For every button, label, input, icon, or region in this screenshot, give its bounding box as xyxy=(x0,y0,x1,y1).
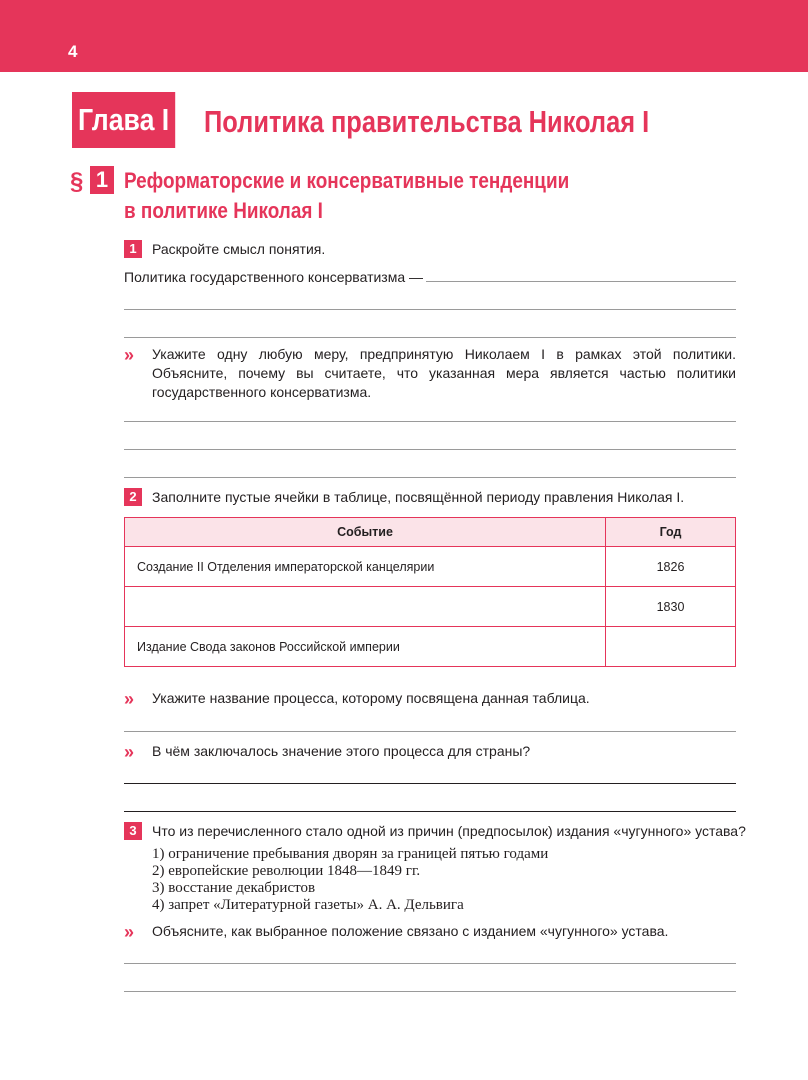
chapter-label: Глава I xyxy=(72,92,175,148)
task-2-followup-1: Укажите название процесса, которому посвящена данная таблица. xyxy=(152,690,590,706)
task-2-prompt: Заполните пустые ячейки в таблице, посвящённой периоду правления Николая I. xyxy=(152,489,685,505)
answer-line[interactable] xyxy=(124,811,736,812)
table-cell-event: Издание Свода законов Российской империи xyxy=(125,627,606,667)
answer-line[interactable] xyxy=(124,309,736,310)
task-1-term: Политика государственного консерватизма — xyxy=(124,269,424,285)
events-table xyxy=(124,517,736,667)
arrow-icon: » xyxy=(124,742,135,762)
task-1-number: 1 xyxy=(124,240,142,258)
table-cell-event: Создание II Отделения императорской канцелярии xyxy=(125,547,606,587)
task-1-prompt: Раскройте смысл понятия. xyxy=(152,241,326,257)
task-2-number: 2 xyxy=(124,488,142,506)
paragraph-sign: § xyxy=(70,168,84,195)
chapter-title: Политика правительства Николая I xyxy=(204,104,650,139)
table-row xyxy=(125,587,736,627)
table-cell-event-empty[interactable] xyxy=(125,587,606,627)
table-row xyxy=(125,547,736,587)
paragraph-title-line1: Реформаторские и консервативные тенденции xyxy=(124,168,570,193)
answer-line[interactable] xyxy=(124,783,736,784)
answer-line[interactable] xyxy=(124,337,736,338)
answer-line[interactable] xyxy=(124,477,736,478)
paragraph-title-line2: в политике Николая I xyxy=(124,198,323,223)
answer-line[interactable] xyxy=(124,991,736,992)
task-3-prompt: Что из перечисленного стало одной из причин (предпосылок) издания «чугунного» устава? xyxy=(152,823,746,839)
answer-line-term[interactable] xyxy=(426,281,736,282)
arrow-icon: » xyxy=(124,345,135,365)
task-3-followup: Объясните, как выбранное положение связано с изданием «чугунного» устава. xyxy=(152,923,669,939)
table-cell-year-empty[interactable] xyxy=(606,627,736,667)
option-1[interactable]: 1) ограничение пребывания дворян за границей пятью годами xyxy=(152,846,549,862)
table-row xyxy=(125,627,736,667)
answer-line[interactable] xyxy=(124,421,736,422)
option-3[interactable]: 3) восстание декабристов xyxy=(152,880,316,896)
option-2[interactable]: 2) европейские революции 1848—1849 гг. xyxy=(152,863,421,879)
table-cell-year: 1826 xyxy=(606,547,736,587)
task-3-number: 3 xyxy=(124,822,142,840)
table-header-row xyxy=(125,518,736,547)
table-cell-year: 1830 xyxy=(606,587,736,627)
table-header-event: Событие xyxy=(125,518,606,547)
table-header-year: Год xyxy=(606,518,736,547)
paragraph-number: 1 xyxy=(90,166,114,194)
option-4[interactable]: 4) запрет «Литературной газеты» А. А. Дельвига xyxy=(152,897,464,913)
answer-line[interactable] xyxy=(124,449,736,450)
answer-line[interactable] xyxy=(124,731,736,732)
arrow-icon: » xyxy=(124,922,135,942)
task-2-followup-2: В чём заключалось значение этого процесса для страны? xyxy=(152,743,531,759)
header-bar xyxy=(0,0,808,72)
page-number: 4 xyxy=(68,42,78,61)
answer-line[interactable] xyxy=(124,963,736,964)
arrow-icon: » xyxy=(124,689,135,709)
task-1-followup: Укажите одну любую меру, предпринятую Николаем I в рамках этой политики. Объясните, почему вы считаете, что указанная мера является частью политики государственного консерватизма. xyxy=(152,346,736,400)
